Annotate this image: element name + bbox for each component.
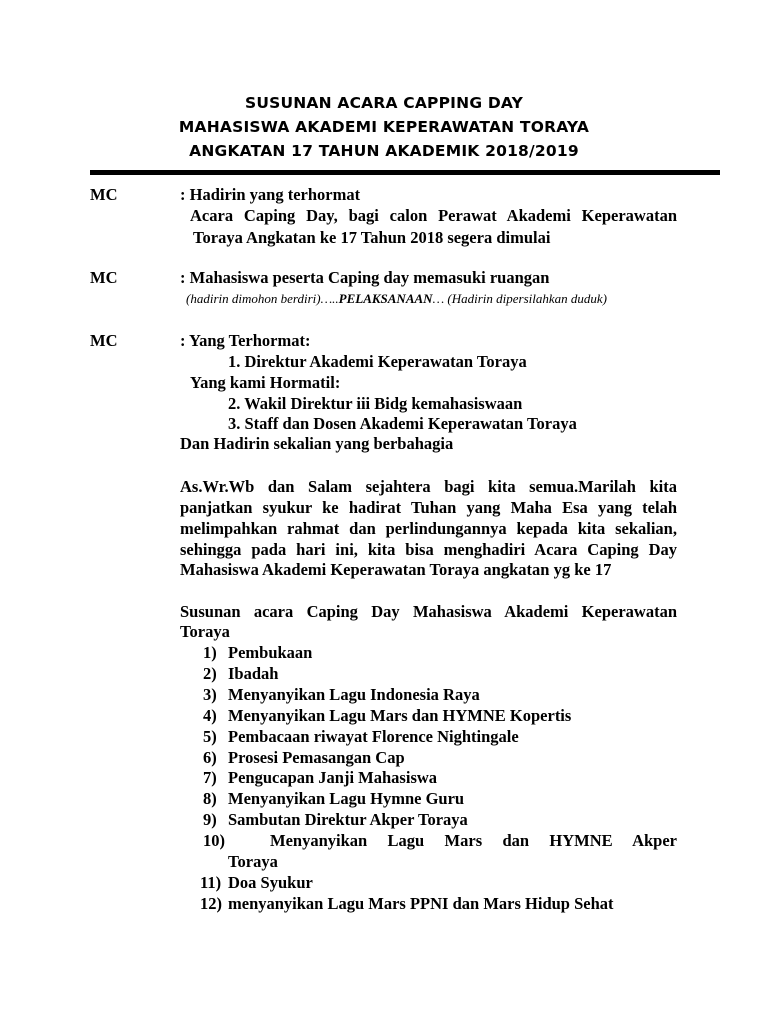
section3-line2: Yang kami Hormatil: <box>190 373 341 392</box>
list-item: 7) Pengucapan Janji Mahasiswa <box>203 768 438 787</box>
paragraph-line: Mahasiswa Akademi Keperawatan Toraya angkatan yg ke 17 <box>180 560 612 579</box>
list-item: 2) Ibadah <box>203 664 279 683</box>
list-item: 9) Sambutan Direktur Akper Toraya <box>203 810 468 829</box>
paragraph-line: As.Wr.Wb dan Salam sejahtera bagi kita semua.Marilah kita <box>180 477 677 496</box>
mc-label-1: MC <box>90 185 118 204</box>
agenda-intro: Susunan acara Caping Day Mahasiswa Akademi Keperawatan <box>180 602 677 621</box>
list-item: 11) Doa Syukur <box>200 873 313 892</box>
list-item: 8) Menyanyikan Lagu Hymne Guru <box>203 789 465 808</box>
list-item: 12) menyanyikan Lagu Mars PPNI dan Mars Hidup Sehat <box>200 894 614 913</box>
list-item-number: 10) <box>203 831 225 850</box>
list-item-text: Menyanyikan Lagu Mars dan HYMNE Akper <box>270 831 677 850</box>
mc-label-2: MC <box>90 268 118 287</box>
section1-line3: Toraya Angkatan ke 17 Tahun 2018 segera dimulai <box>193 228 551 247</box>
list-item-text-cont: Toraya <box>228 852 278 871</box>
section1-line2: Acara Caping Day, bagi calon Perawat Akademi Keperawatan <box>190 206 677 225</box>
header-line-2: MAHASISWA AKADEMI KEPERAWATAN TORAYA <box>178 118 590 136</box>
list-item: 3) Menyanyikan Lagu Indonesia Raya <box>203 685 480 704</box>
list-item: 4) Menyanyikan Lagu Mars dan HYMNE Kopertis <box>203 706 572 725</box>
section3-line1: : Yang Terhormat: <box>180 331 311 350</box>
note-sit: … (Hadirin dipersilahkan duduk) <box>432 291 607 306</box>
note-stand: (hadirin dimohon berdiri)….. <box>186 291 339 306</box>
section3-item3: 3. Staff dan Dosen Akademi Keperawatan Toraya <box>228 414 577 433</box>
section3-item2: 2. Wakil Direktur iii Bidg kemahasiswaan <box>228 394 523 413</box>
note-pelaksanaan: PELAKSANAAN <box>338 291 433 306</box>
paragraph-line: panjatkan syukur ke hadirat Tuhan yang Maha Esa yang telah <box>180 498 677 517</box>
section3-line3: Dan Hadirin sekalian yang berbahagia <box>180 434 454 453</box>
paragraph-line: melimpahkan rahmat dan perlindungannya kepada kita sekalian, <box>180 519 677 538</box>
header-line-1: SUSUNAN ACARA CAPPING DAY <box>244 94 524 112</box>
section2-line1: : Mahasiswa peserta Caping day memasuki ruangan <box>180 268 550 287</box>
section3-item1: 1. Direktur Akademi Keperawatan Toraya <box>228 352 527 371</box>
list-item: 1) Pembukaan <box>203 643 313 662</box>
paragraph-line: sehingga pada hari ini, kita bisa menghadiri Acara Caping Day <box>180 540 677 559</box>
agenda-intro-cont: Toraya <box>180 622 230 641</box>
section2-note <box>186 291 607 307</box>
header-line-3: ANGKATAN 17 TAHUN AKADEMIK 2018/2019 <box>189 142 579 160</box>
mc-label-3: MC <box>90 331 118 350</box>
header-rule <box>90 170 720 175</box>
list-item: 6) Prosesi Pemasangan Cap <box>203 748 405 767</box>
list-item: 5) Pembacaan riwayat Florence Nightingale <box>203 727 519 746</box>
section1-line1: : Hadirin yang terhormat <box>180 185 361 204</box>
